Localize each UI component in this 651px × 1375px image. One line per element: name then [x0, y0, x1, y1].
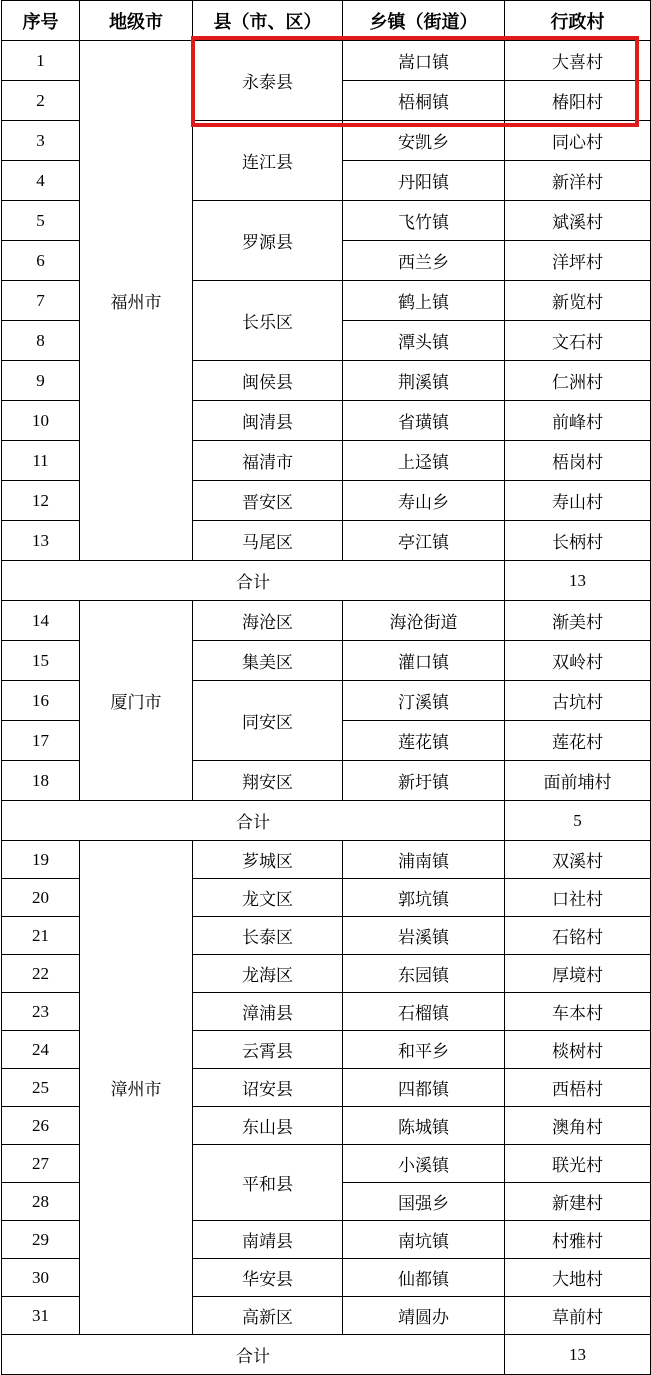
header-village: 行政村: [505, 1, 651, 41]
total-value: 13: [505, 1335, 651, 1375]
town-cell: 省璜镇: [343, 401, 505, 441]
row-no: 15: [2, 641, 80, 681]
county-cell: 集美区: [193, 641, 343, 681]
village-cell: 面前埔村: [505, 761, 651, 801]
county-cell: 翔安区: [193, 761, 343, 801]
town-cell: 安凯乡: [343, 121, 505, 161]
town-cell: 嵩口镇: [343, 41, 505, 81]
county-cell: 华安县: [193, 1259, 343, 1297]
table-row: [2, 601, 651, 641]
village-cell: 厚境村: [505, 955, 651, 993]
city-cell: 厦门市: [80, 601, 193, 801]
row-no: 6: [2, 241, 80, 281]
county-cell: 长乐区: [193, 281, 343, 361]
county-cell: 永泰县: [193, 41, 343, 121]
row-no: 9: [2, 361, 80, 401]
row-no: 26: [2, 1107, 80, 1145]
county-cell: 高新区: [193, 1297, 343, 1335]
town-cell: 上迳镇: [343, 441, 505, 481]
village-cell: 斌溪村: [505, 201, 651, 241]
total-label: 合计: [2, 801, 505, 841]
total-label: 合计: [2, 1335, 505, 1375]
table-row: [2, 841, 651, 879]
town-cell: 小溪镇: [343, 1145, 505, 1183]
village-cell: 口社村: [505, 879, 651, 917]
town-cell: 西兰乡: [343, 241, 505, 281]
village-cell: 大喜村: [505, 41, 651, 81]
county-cell: 长泰区: [193, 917, 343, 955]
row-no: 17: [2, 721, 80, 761]
town-cell: 寿山乡: [343, 481, 505, 521]
county-cell: 诏安县: [193, 1069, 343, 1107]
county-cell: 连江县: [193, 121, 343, 201]
town-cell: 国强乡: [343, 1183, 505, 1221]
city-cell: 福州市: [80, 41, 193, 561]
village-cell: 棪树村: [505, 1031, 651, 1069]
town-cell: 郭坑镇: [343, 879, 505, 917]
town-cell: 仙都镇: [343, 1259, 505, 1297]
total-row: [2, 1335, 651, 1375]
county-cell: 闽清县: [193, 401, 343, 441]
row-no: 29: [2, 1221, 80, 1259]
county-cell: 芗城区: [193, 841, 343, 879]
village-cell: 新洋村: [505, 161, 651, 201]
village-cell: 双溪村: [505, 841, 651, 879]
row-no: 3: [2, 121, 80, 161]
row-no: 2: [2, 81, 80, 121]
town-cell: 亭江镇: [343, 521, 505, 561]
village-cell: 双岭村: [505, 641, 651, 681]
row-no: 7: [2, 281, 80, 321]
town-cell: 汀溪镇: [343, 681, 505, 721]
county-cell: 同安区: [193, 681, 343, 761]
row-no: 22: [2, 955, 80, 993]
town-cell: 海沧街道: [343, 601, 505, 641]
city-cell: 漳州市: [80, 841, 193, 1335]
county-cell: 云霄县: [193, 1031, 343, 1069]
total-row: [2, 561, 651, 601]
village-cell: 古坑村: [505, 681, 651, 721]
row-no: 27: [2, 1145, 80, 1183]
county-cell: 闽侯县: [193, 361, 343, 401]
county-cell: 福清市: [193, 441, 343, 481]
row-no: 12: [2, 481, 80, 521]
row-no: 20: [2, 879, 80, 917]
village-cell: 石铭村: [505, 917, 651, 955]
header-city: 地级市: [80, 1, 193, 41]
village-cell: 文石村: [505, 321, 651, 361]
village-cell: 澳角村: [505, 1107, 651, 1145]
village-cell: 前峰村: [505, 401, 651, 441]
village-cell: 新建村: [505, 1183, 651, 1221]
row-no: 24: [2, 1031, 80, 1069]
village-cell: 渐美村: [505, 601, 651, 641]
row-no: 25: [2, 1069, 80, 1107]
county-cell: 罗源县: [193, 201, 343, 281]
total-value: 13: [505, 561, 651, 601]
header-no: 序号: [2, 1, 80, 41]
village-cell: 大地村: [505, 1259, 651, 1297]
row-no: 8: [2, 321, 80, 361]
town-cell: 陈城镇: [343, 1107, 505, 1145]
row-no: 21: [2, 917, 80, 955]
town-cell: 莲花镇: [343, 721, 505, 761]
village-cell: 仁洲村: [505, 361, 651, 401]
row-no: 13: [2, 521, 80, 561]
header-row: [2, 1, 651, 41]
village-cell: 车本村: [505, 993, 651, 1031]
village-cell: 同心村: [505, 121, 651, 161]
village-table: [1, 0, 651, 1375]
total-row: [2, 801, 651, 841]
village-cell: 新览村: [505, 281, 651, 321]
row-no: 4: [2, 161, 80, 201]
county-cell: 龙文区: [193, 879, 343, 917]
row-no: 1: [2, 41, 80, 81]
town-cell: 岩溪镇: [343, 917, 505, 955]
town-cell: 荆溪镇: [343, 361, 505, 401]
village-cell: 寿山村: [505, 481, 651, 521]
header-town: 乡镇（街道）: [343, 1, 505, 41]
county-cell: 平和县: [193, 1145, 343, 1221]
county-cell: 漳浦县: [193, 993, 343, 1031]
row-no: 16: [2, 681, 80, 721]
row-no: 28: [2, 1183, 80, 1221]
county-cell: 马尾区: [193, 521, 343, 561]
row-no: 31: [2, 1297, 80, 1335]
town-cell: 梧桐镇: [343, 81, 505, 121]
village-cell: 村雅村: [505, 1221, 651, 1259]
town-cell: 潭头镇: [343, 321, 505, 361]
town-cell: 飞竹镇: [343, 201, 505, 241]
row-no: 18: [2, 761, 80, 801]
village-cell: 长柄村: [505, 521, 651, 561]
town-cell: 南坑镇: [343, 1221, 505, 1259]
row-no: 14: [2, 601, 80, 641]
row-no: 5: [2, 201, 80, 241]
town-cell: 靖圆办: [343, 1297, 505, 1335]
village-cell: 椿阳村: [505, 81, 651, 121]
town-cell: 四都镇: [343, 1069, 505, 1107]
town-cell: 浦南镇: [343, 841, 505, 879]
row-no: 11: [2, 441, 80, 481]
village-cell: 草前村: [505, 1297, 651, 1335]
village-cell: 洋坪村: [505, 241, 651, 281]
town-cell: 鹤上镇: [343, 281, 505, 321]
total-label: 合计: [2, 561, 505, 601]
town-cell: 丹阳镇: [343, 161, 505, 201]
village-cell: 梧岗村: [505, 441, 651, 481]
row-no: 10: [2, 401, 80, 441]
row-no: 23: [2, 993, 80, 1031]
row-no: 30: [2, 1259, 80, 1297]
town-cell: 东园镇: [343, 955, 505, 993]
county-cell: 海沧区: [193, 601, 343, 641]
total-value: 5: [505, 801, 651, 841]
village-cell: 莲花村: [505, 721, 651, 761]
town-cell: 灌口镇: [343, 641, 505, 681]
table-row: [2, 41, 651, 81]
county-cell: 南靖县: [193, 1221, 343, 1259]
town-cell: 石榴镇: [343, 993, 505, 1031]
county-cell: 东山县: [193, 1107, 343, 1145]
header-county: 县（市、区）: [193, 1, 343, 41]
village-cell: 西梧村: [505, 1069, 651, 1107]
county-cell: 晋安区: [193, 481, 343, 521]
county-cell: 龙海区: [193, 955, 343, 993]
row-no: 19: [2, 841, 80, 879]
town-cell: 新圩镇: [343, 761, 505, 801]
village-cell: 联光村: [505, 1145, 651, 1183]
town-cell: 和平乡: [343, 1031, 505, 1069]
